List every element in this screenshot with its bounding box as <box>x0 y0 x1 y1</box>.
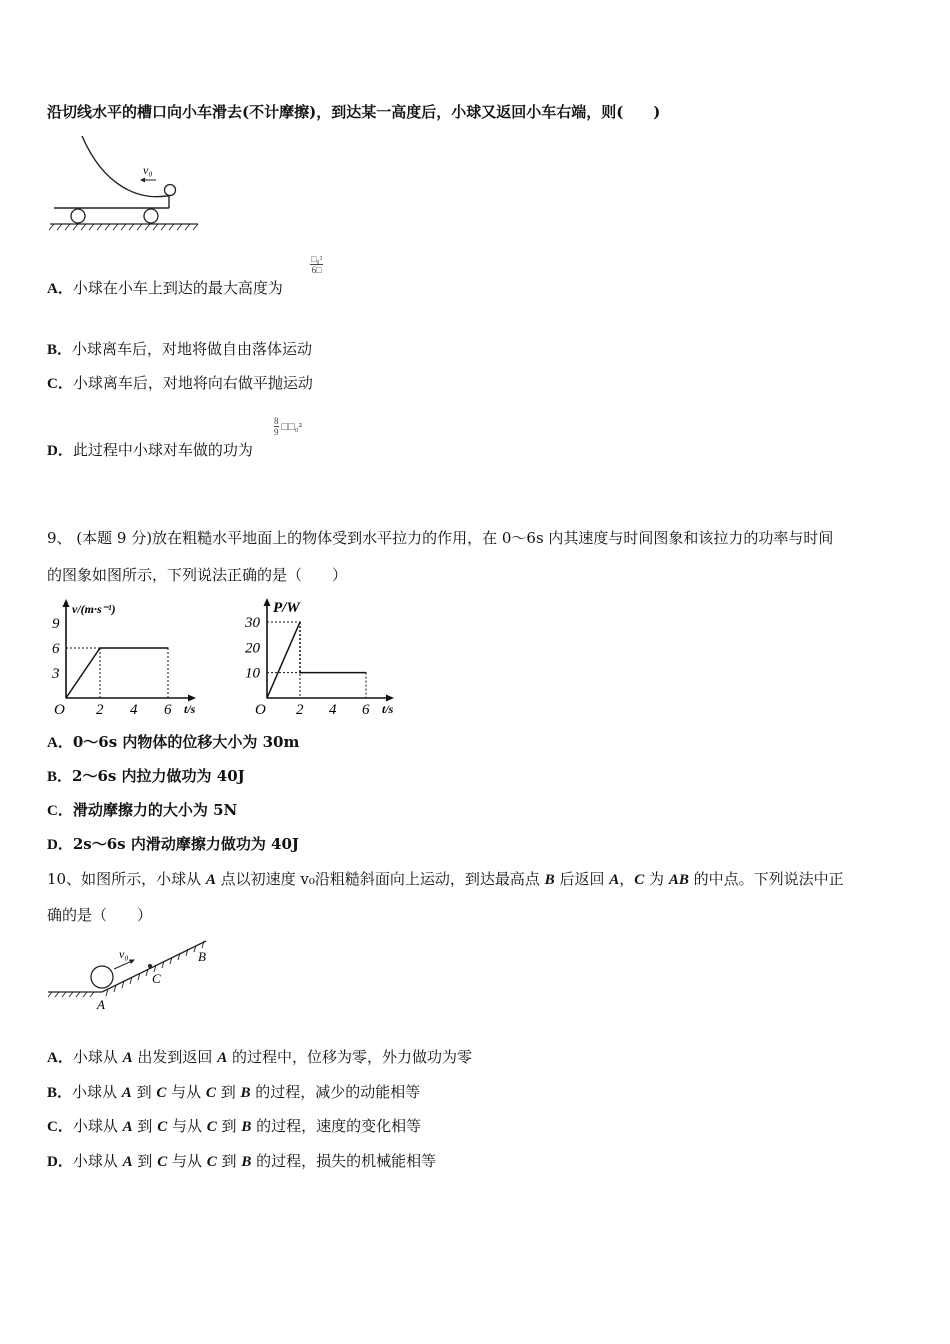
q8-v0-label: v₀ <box>143 163 153 177</box>
y-axis-arrow <box>63 599 70 607</box>
data-point <box>365 672 366 673</box>
q9-pt-chart <box>240 594 415 720</box>
q8-formula-d: 8 9 □□₀² <box>274 416 302 437</box>
x-tick-label: 2 <box>296 702 304 718</box>
q10-option-d: D．小球从 A 到 C 与从 C 到 B 的过程，损失的机械能相等 <box>47 1152 437 1170</box>
q10-stem-line1: 10、如图所示，小球从 A 点以初速度 v₀沿粗糙斜面向上运动，到达最高点 B 后返回 A，C 为 AB 的中点。下列说法中正 <box>47 870 844 888</box>
y-axis-label: v/(m·s⁻¹) <box>72 602 116 616</box>
data-point <box>167 647 168 648</box>
data-point <box>299 672 300 673</box>
x-tick-label: 4 <box>130 702 138 718</box>
q10-v0-label: v₀ <box>119 947 129 961</box>
q8-stem: 沿切线水平的槽口向小车滑去(不计摩擦)，到达某一高度后，小球又返回小车右端，则( ) <box>47 103 661 121</box>
q10-stem-line2: 确的是（ ） <box>47 906 153 924</box>
q8-figure-cart <box>44 132 204 232</box>
q10-label-c: C <box>152 971 161 986</box>
y-tick-label: 9 <box>52 616 60 632</box>
q10-option-a: A．小球从 A 出发到返回 A 的过程中，位移为零，外力做功为零 <box>47 1048 472 1066</box>
y-tick-label: 30 <box>245 615 260 631</box>
data-point <box>99 647 100 648</box>
x-axis-label: t/s <box>382 702 394 716</box>
data-point <box>299 621 300 622</box>
q9-stem-line2: 的图象如图所示，下列说法正确的是（ ） <box>47 566 348 584</box>
y-axis-arrow <box>264 598 271 606</box>
x-tick-label: 2 <box>96 702 104 718</box>
y-tick-label: 10 <box>245 665 260 682</box>
origin-label: O <box>255 702 266 718</box>
q9-option-d: D．2s～6s 内滑动摩擦力做功为 40J <box>47 835 300 853</box>
q9-vt-chart <box>42 594 212 720</box>
x-tick-label: 4 <box>329 702 337 718</box>
q8-option-b: B．小球离车后，对地将做自由落体运动 <box>47 340 313 358</box>
data-point <box>65 697 66 698</box>
x-axis-label: t/s <box>184 702 196 716</box>
x-tick-label: 6 <box>362 702 370 718</box>
x-axis-arrow <box>386 695 394 702</box>
y-tick-label: 20 <box>245 640 260 657</box>
q9-option-a: A．0～6s 内物体的位移大小为 30m <box>47 733 300 751</box>
data-point <box>266 697 267 698</box>
q10-figure-incline <box>44 936 219 1016</box>
q8-formula-a: □₀² 6□ <box>311 254 323 275</box>
q8-option-c: C．小球离车后，对地将向右做平抛运动 <box>47 374 313 392</box>
q9-stem-line1: 9、 (本题 9 分)放在粗糙水平地面上的物体受到水平拉力的作用，在 0～6s 内其速度与时间图象和该拉力的功率与时间 <box>47 529 834 547</box>
q10-label-b: B <box>198 949 206 964</box>
q10-option-b: B．小球从 A 到 C 与从 C 到 B 的过程，减少的动能相等 <box>47 1083 421 1101</box>
origin-label: O <box>54 702 65 718</box>
x-axis-arrow <box>188 695 196 702</box>
y-tick-label: 6 <box>52 641 60 657</box>
series-segment <box>66 648 100 698</box>
q8-option-d: D．此过程中小球对车做的功为 <box>47 441 253 459</box>
q9-option-b: B．2～6s 内拉力做功为 40J <box>47 767 245 785</box>
x-tick-label: 6 <box>164 702 172 718</box>
series-segment <box>267 622 300 698</box>
q8-option-a: A．小球在小车上到达的最大高度为 <box>47 279 283 297</box>
y-tick-label: 3 <box>52 666 60 682</box>
q10-option-c: C．小球从 A 到 C 与从 C 到 B 的过程，速度的变化相等 <box>47 1117 422 1135</box>
q9-option-c: C．滑动摩擦力的大小为 5N <box>47 801 238 819</box>
y-axis-label: P/W <box>273 600 300 616</box>
q10-label-a: A <box>97 997 105 1012</box>
